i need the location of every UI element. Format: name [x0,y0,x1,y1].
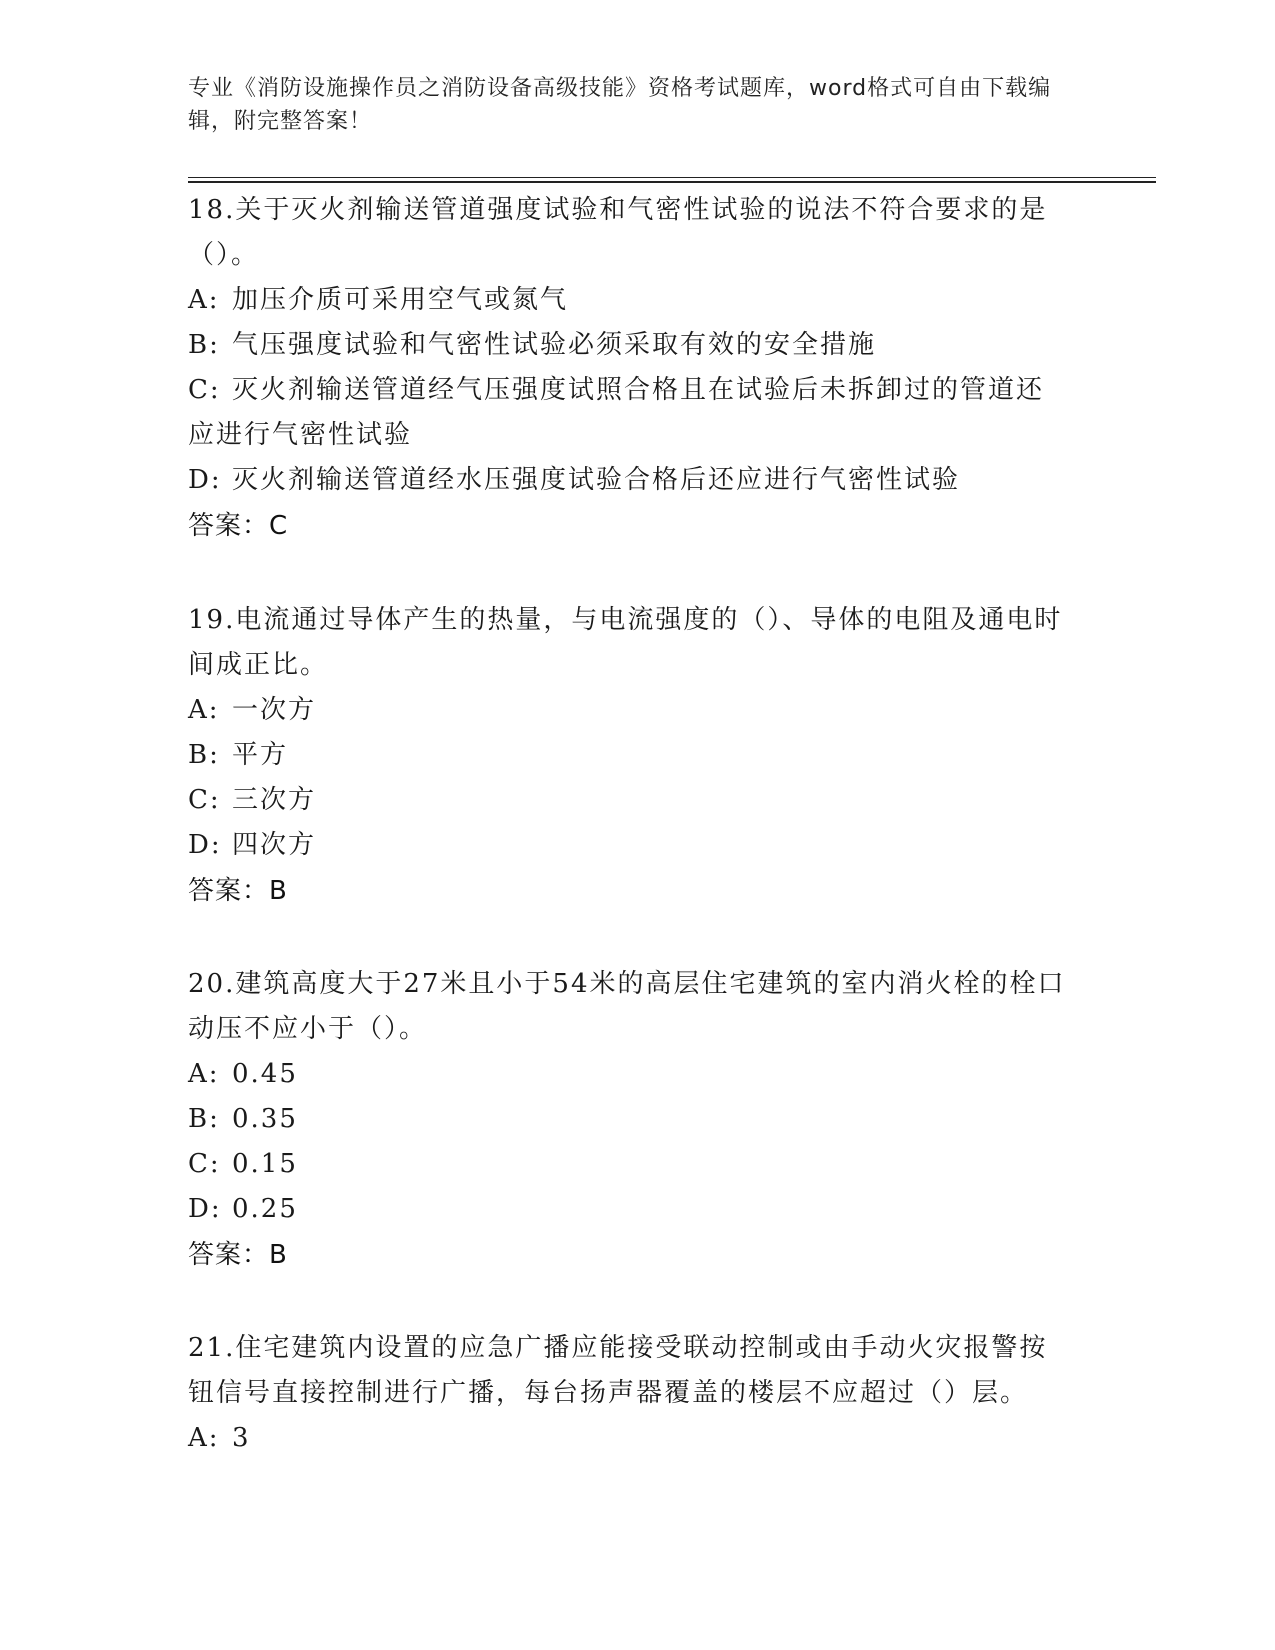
option-label: C: [188,785,221,815]
option-a [188,278,1068,323]
option-label: A: [188,1423,220,1453]
question-19 [188,598,1068,914]
option-text: 0.15 [232,1149,298,1179]
option-text: 3 [232,1423,251,1453]
option-c [188,1142,1068,1187]
option-label: A: [188,285,220,315]
answer-text: 答案：B [188,1240,288,1270]
header-rule-thin [188,177,1156,178]
option-text: 一次方 [232,695,317,725]
question-stem: 20.建筑高度大于27米且小于54米的高层住宅建筑的室内消火栓的栓口动压不应小于（）。 [188,969,1066,1044]
option-label: A: [188,1059,220,1089]
question-stem: 21.住宅建筑内设置的应急广播应能接受联动控制或由手动火灾报警按钮信号直接控制进行广播，每台扬声器覆盖的楼层不应超过（）层。 [188,1333,1048,1408]
option-b [188,1097,1068,1142]
question-stem: 19.电流通过导体产生的热量，与电流强度的（）、导体的电阻及通电时间成正比。 [188,605,1063,680]
option-text: 灭火剂输送管道经气压强度试照合格且在试验后未拆卸过的管道还应进行气密性试验 [188,375,1045,450]
option-text: 0.25 [232,1194,298,1224]
header-rule-thick [188,181,1156,183]
option-b [188,323,1068,368]
option-label: D: [188,1194,222,1224]
option-label: A: [188,695,220,725]
option-text: 灭火剂输送管道经水压强度试验合格后还应进行气密性试验 [232,465,961,495]
option-text: 气压强度试验和气密性试验必须采取有效的安全措施 [232,330,877,360]
option-label: B: [188,740,220,770]
option-label: D: [188,465,222,495]
question-stem: 18.关于灭火剂输送管道强度试验和气密性试验的说法不符合要求的是（）。 [188,195,1048,270]
option-a [188,1052,1068,1097]
option-label: C: [188,375,221,405]
option-text: 平方 [232,740,289,770]
option-c [188,368,1068,458]
option-b [188,733,1068,778]
option-label: B: [188,330,220,360]
option-c [188,778,1068,823]
question-20 [188,962,1068,1278]
document-header: 专业《消防设施操作员之消防设备高级技能》资格考试题库，word格式可自由下载编辑，附完整答案！ [188,76,1052,134]
option-text: 四次方 [232,830,317,860]
option-a [188,688,1068,733]
option-d [188,458,1068,503]
option-text: 加压介质可采用空气或氮气 [232,285,569,315]
answer-text: 答案：C [188,511,289,541]
option-text: 0.45 [232,1059,298,1089]
option-label: D: [188,830,222,860]
question-18 [188,188,1068,549]
answer-text: 答案：B [188,876,288,906]
question-21 [188,1326,1068,1461]
option-text: 三次方 [232,785,317,815]
option-a [188,1416,1068,1461]
option-d [188,823,1068,868]
option-label: C: [188,1149,221,1179]
option-text: 0.35 [232,1104,298,1134]
option-label: B: [188,1104,220,1134]
option-d [188,1187,1068,1232]
